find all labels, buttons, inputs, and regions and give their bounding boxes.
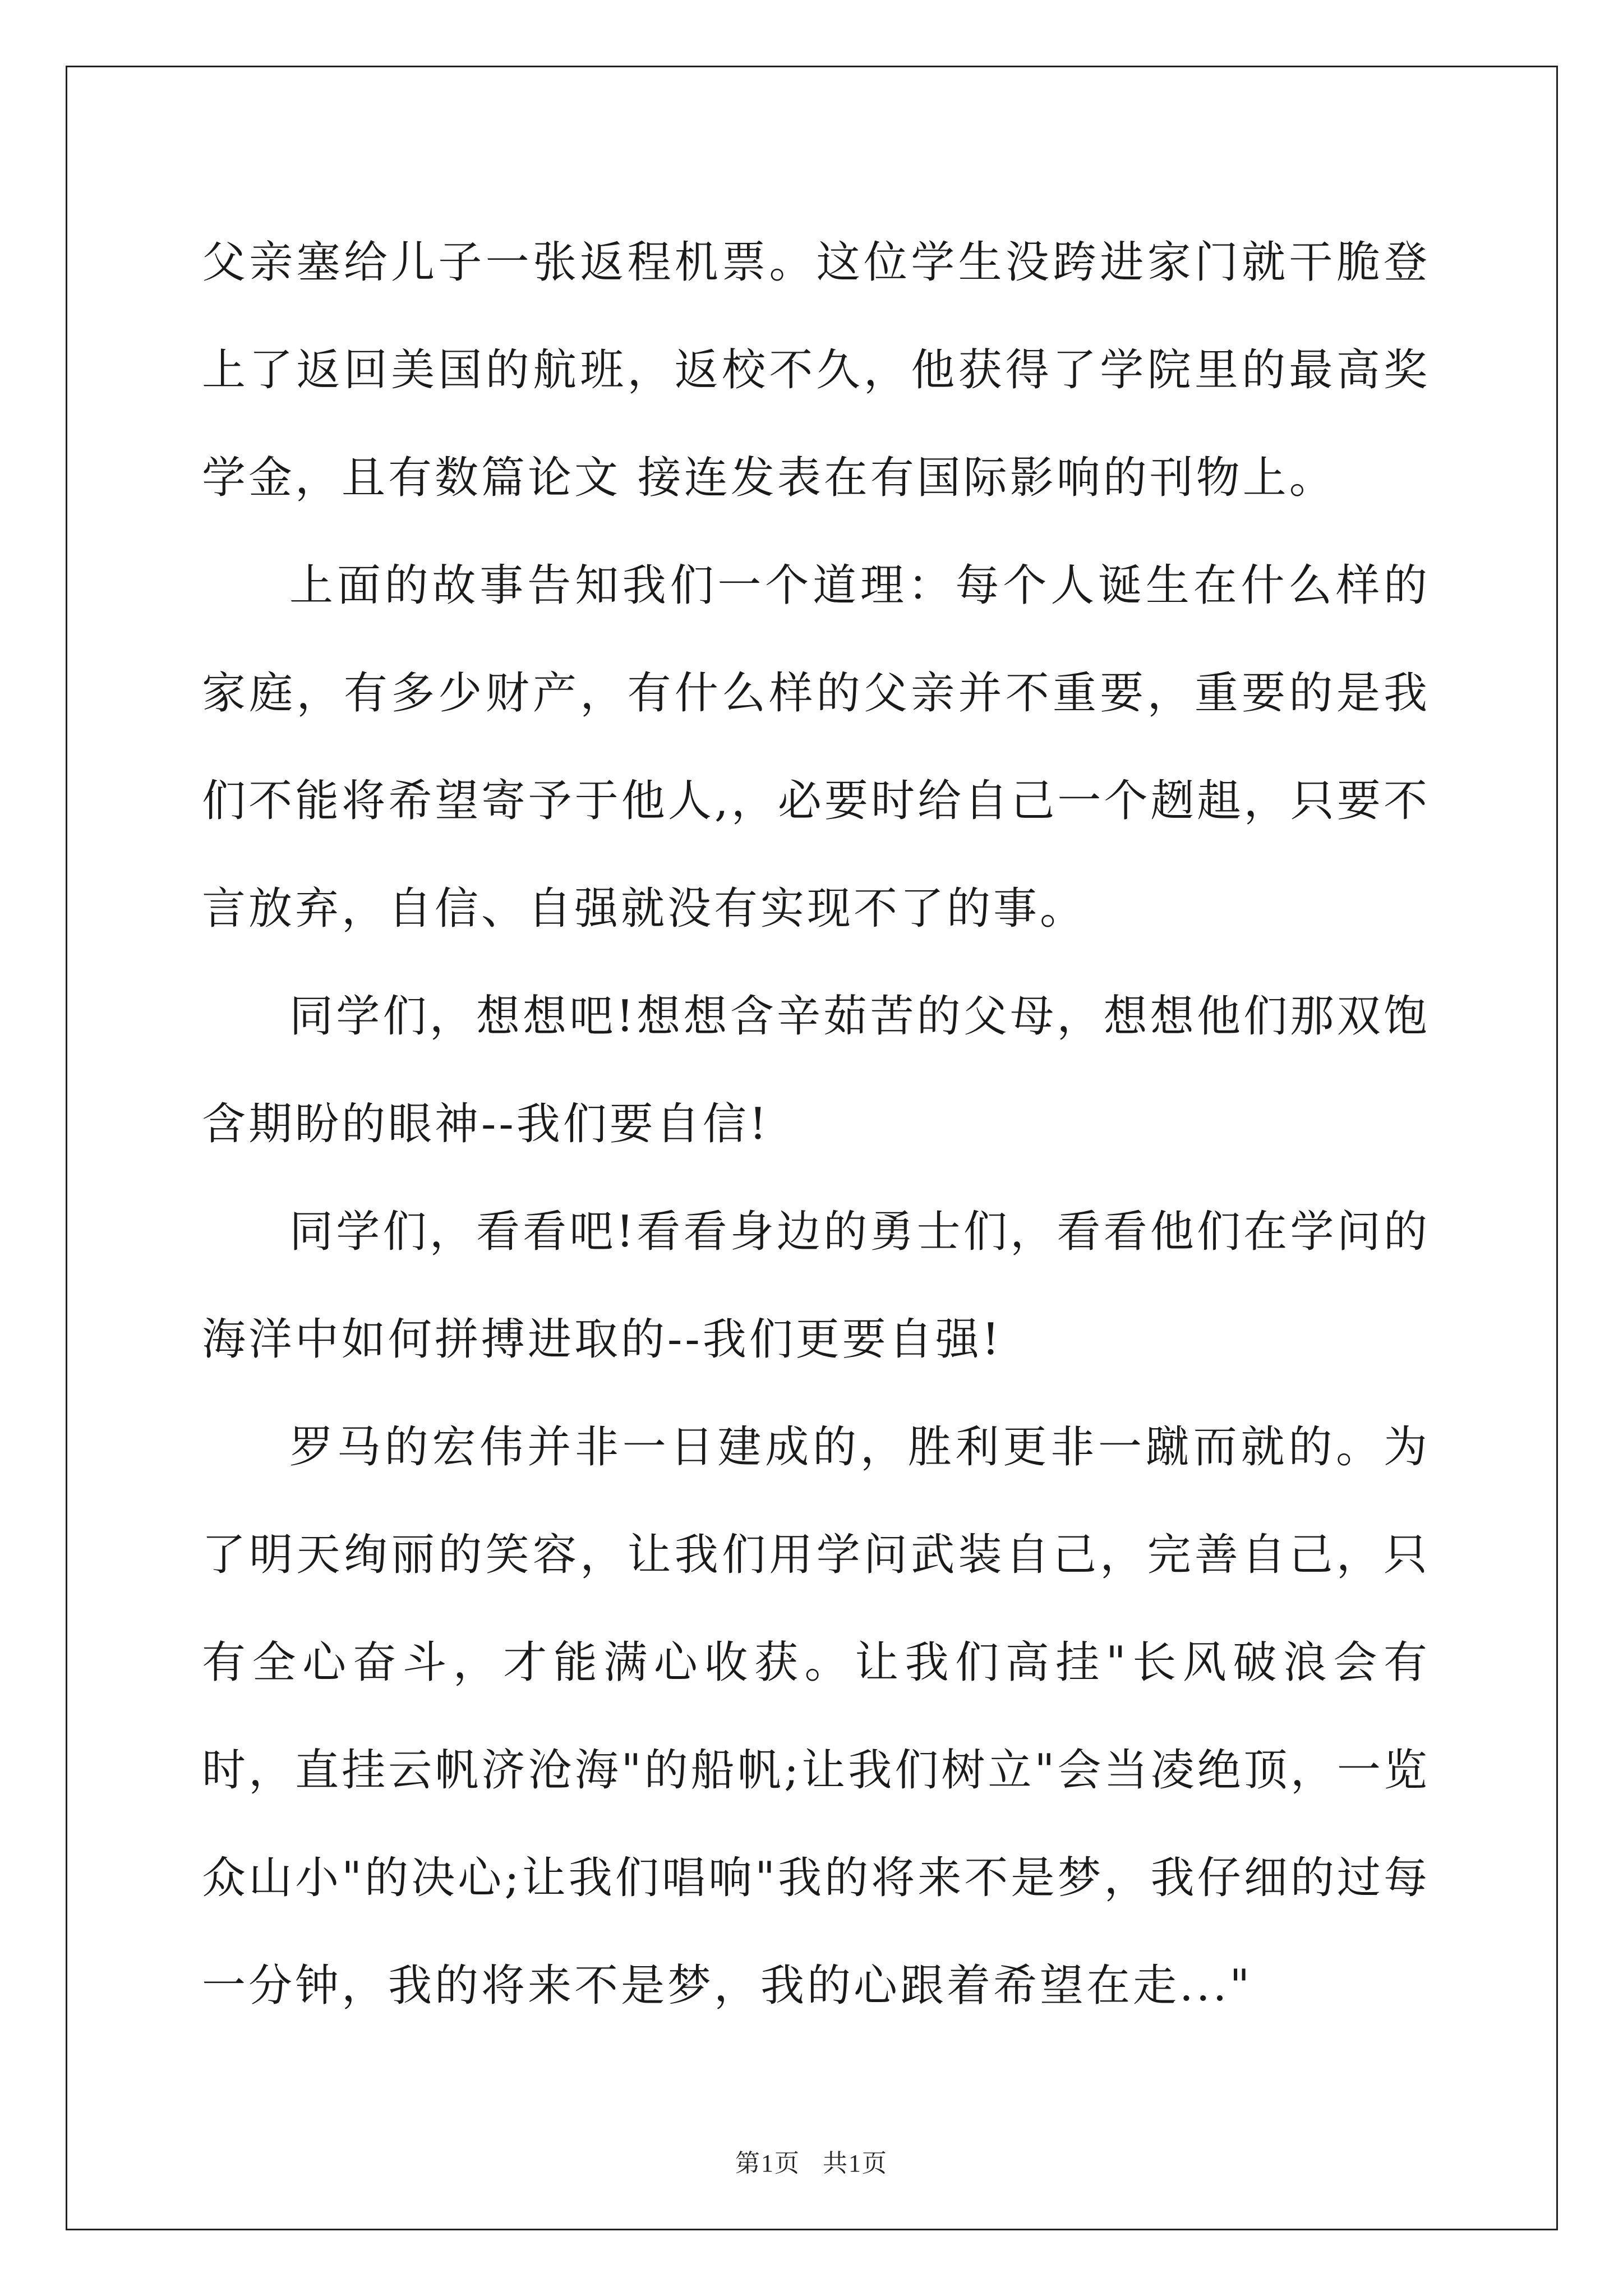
page-number: 第1页 bbox=[735, 2150, 800, 2177]
page-total: 共1页 bbox=[823, 2150, 888, 2177]
paragraph-3: 同学们，想想吧!想想含辛茹苦的父母，想想他们那双饱含期盼的眼神--我们要自信! bbox=[202, 991, 1430, 1149]
paragraph-1: 父亲塞给儿子一张返程机票。这位学生没跨进家门就干脆登上了返回美国的航班，返校不久，他获得了学院里的最高奖学金，且有数篇论文 接连发表在有国际影响的刊物上。 bbox=[202, 237, 1430, 503]
paragraph-4: 同学们，看看吧!看看身边的勇士们，看看他们在学问的海洋中如何拼搏进取的--我们更要自强! bbox=[202, 1207, 1430, 1365]
document-body bbox=[202, 209, 1430, 2040]
paragraph-5: 罗马的宏伟并非一日建成的，胜利更非一蹴而就的。为了明天绚丽的笑容，让我们用学问武装自己，完善自己，只有全心奋斗，才能满心收获。让我们高挂"长风破浪会有时，直挂云帆济沧海"的船帆;让我们树立"会当凌绝顶，一览众山小"的决心;让我们唱响"我的将来不是梦，我仔细的过每一分钟，我的将来不是梦，我的心跟着希望在走..." bbox=[202, 1422, 1430, 2011]
page-footer bbox=[0, 2143, 1623, 2179]
paragraph-2: 上面的故事告知我们一个道理：每个人诞生在什么样的家庭，有多少财产，有什么样的父亲并不重要，重要的是我们不能将希望寄予于他人,，必要时给自己一个趔趄，只要不言放弃，自信、自强就没有实现不了的事。 bbox=[202, 560, 1430, 934]
